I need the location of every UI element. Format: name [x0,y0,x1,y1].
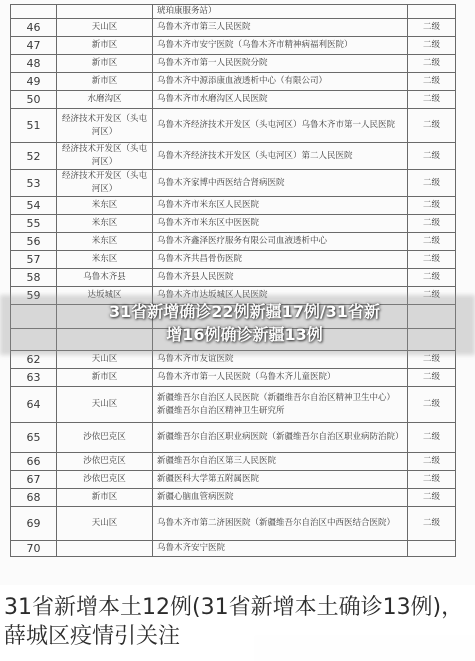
row-number-cell: 62 [11,351,57,369]
hospital-name-cell: 乌鲁木齐市第二济困医院（新疆维吾尔自治区中西医结合医院） [153,507,408,541]
table-row [11,5,456,19]
grade-cell: 二级 [408,233,456,251]
hospital-name-cell: 新疆维吾尔自治区第三人民医院 [153,453,408,471]
table-row [11,19,456,37]
table-row [11,109,456,143]
row-number-cell: 63 [11,369,57,387]
table-row [11,73,456,91]
row-number-cell: 54 [11,197,57,215]
hospital-name-cell: 乌鲁木齐安宁医院 [153,541,408,557]
row-number-cell: 53 [11,170,57,197]
table-row [11,489,456,507]
hospital-name-cell: 乌鲁木齐市安宁医院（乌鲁木齐市精神病福利医院） [153,37,408,55]
grade-cell: 二级 [408,197,456,215]
table-row [11,369,456,387]
table-row [11,541,456,557]
row-number-cell: 59 [11,287,57,305]
row-number-cell: 68 [11,489,57,507]
grade-cell: 二级 [408,143,456,170]
hospital-name-cell: 乌鲁木齐市第一人民医院分院 [153,55,408,73]
table-row [11,197,456,215]
grade-cell: 二级 [408,170,456,197]
row-number-cell: 49 [11,73,57,91]
district-cell: 新市区 [57,489,153,507]
grade-cell: 二级 [408,109,456,143]
district-cell: 米东区 [57,215,153,233]
district-cell: 新市区 [57,369,153,387]
table-row [11,233,456,251]
district-cell: 沙依巴克区 [57,453,153,471]
grade-cell: 二级 [408,351,456,369]
table-row [11,143,456,170]
headline-line-1: 31省新增确诊22例新疆17例/31省新 [109,302,380,321]
district-cell: 经济技术开发区（头屯河区） [57,170,153,197]
grade-cell: 二级 [408,453,456,471]
table-row [11,423,456,453]
hospital-name-cell: 乌鲁木齐家博中西医结合肾病医院 [153,170,408,197]
table-row [11,269,456,287]
hospital-name-cell: 乌鲁木齐市友谊医院 [153,351,408,369]
hospital-name-cell: 乌鲁木齐鑫泽医疗服务有限公司血液透析中心 [153,233,408,251]
grade-cell: 二级 [408,489,456,507]
row-number-cell: 58 [11,269,57,287]
row-number-cell: 65 [11,423,57,453]
district-cell: 天山区 [57,19,153,37]
district-cell: 新市区 [57,73,153,91]
row-number-cell: 70 [11,541,57,557]
grade-cell: 二级 [408,507,456,541]
headline-banner [52,300,437,346]
grade-cell [408,5,456,19]
row-number-cell: 46 [11,19,57,37]
district-cell: 新市区 [57,37,153,55]
table-row [11,251,456,269]
table-row [11,507,456,541]
row-number-cell [11,5,57,19]
grade-cell: 二级 [408,269,456,287]
row-number-cell: 67 [11,471,57,489]
district-cell: 沙依巴克区 [57,471,153,489]
grade-cell: 二级 [408,19,456,37]
district-cell: 天山区 [57,507,153,541]
hospital-name-cell: 新疆医科大学第五附属医院 [153,471,408,489]
row-number-cell: 51 [11,109,57,143]
hospital-name-cell: 乌鲁木齐共昌骨伤医院 [153,251,408,269]
grade-cell [408,541,456,557]
grade-cell: 二级 [408,37,456,55]
row-number-cell: 55 [11,215,57,233]
district-cell: 新市区 [57,55,153,73]
district-cell: 天山区 [57,387,153,423]
table-row [11,453,456,471]
article-caption: 31省新增本土12例(31省新增本土确诊13例)，薛城区疫情引关注 [4,595,464,649]
hospital-name-cell: 乌鲁木齐市水磨沟区人民医院 [153,91,408,109]
hospital-name-cell: 乌鲁木齐经济技术开发区（头屯河区）第二人民医院 [153,143,408,170]
hospital-name-cell: 乌鲁木齐市达坂城区人民医院 [153,287,408,305]
row-number-cell: 69 [11,507,57,541]
row-number-cell: 66 [11,453,57,471]
row-number-cell: 48 [11,55,57,73]
hospital-name-cell: 新疆维吾尔自治区职业病医院（新疆维吾尔自治区职业病防治院） [153,423,408,453]
row-number-cell: 47 [11,37,57,55]
hospital-list-table [10,4,456,557]
district-cell: 米东区 [57,197,153,215]
hospital-name-cell: 琥珀康服务站） [153,5,408,19]
district-cell [57,5,153,19]
grade-cell: 二级 [408,369,456,387]
table-row [11,55,456,73]
district-cell: 天山区 [57,351,153,369]
grade-cell: 二级 [408,251,456,269]
hospital-name-cell: 乌鲁木齐县人民医院 [153,269,408,287]
district-cell: 米东区 [57,251,153,269]
grade-cell: 二级 [408,423,456,453]
row-number-cell: 50 [11,91,57,109]
grade-cell: 二级 [408,471,456,489]
grade-cell: 二级 [408,287,456,305]
row-number-cell: 57 [11,251,57,269]
district-cell: 经济技术开发区（头屯河区） [57,143,153,170]
district-cell: 沙依巴克区 [57,423,153,453]
row-number-cell: 52 [11,143,57,170]
table-row [11,91,456,109]
table-row [11,170,456,197]
hospital-name-cell: 乌鲁木齐市米东区人民医院 [153,197,408,215]
table-row [11,471,456,489]
row-number-cell: 64 [11,387,57,423]
district-cell: 达坂城区 [57,287,153,305]
grade-cell: 二级 [408,387,456,423]
district-cell: 米东区 [57,233,153,251]
grade-cell: 二级 [408,91,456,109]
district-cell: 水磨沟区 [57,91,153,109]
district-cell: 乌鲁木齐县 [57,269,153,287]
headline-line-2: 增16例确诊新疆13例 [166,325,323,344]
table-row [11,215,456,233]
district-cell [57,541,153,557]
table-row [11,387,456,423]
district-cell: 经济技术开发区（头屯河区） [57,109,153,143]
grade-cell: 二级 [408,55,456,73]
hospital-name-cell: 乌鲁木齐市第三人民医院 [153,19,408,37]
hospital-name-cell: 乌鲁木齐市米东区中医医院 [153,215,408,233]
row-number-cell: 56 [11,233,57,251]
grade-cell: 二级 [408,73,456,91]
grade-cell: 二级 [408,215,456,233]
table-body [11,5,456,557]
hospital-name-cell: 乌鲁木齐中源添康血液透析中心（有限公司） [153,73,408,91]
hospital-name-cell: 新疆维吾尔自治区人民医院（新疆维吾尔自治区精神卫生中心）新疆维吾尔自治区精神卫生研究所 [153,387,408,423]
hospital-name-cell: 乌鲁木齐经济技术开发区（头屯河区）乌鲁木齐市第一人民医院 [153,109,408,143]
table-row [11,37,456,55]
hospital-name-cell: 乌鲁木齐市第一人民医院（乌鲁木齐儿童医院） [153,369,408,387]
hospital-name-cell: 新疆心脑血管病医院 [153,489,408,507]
